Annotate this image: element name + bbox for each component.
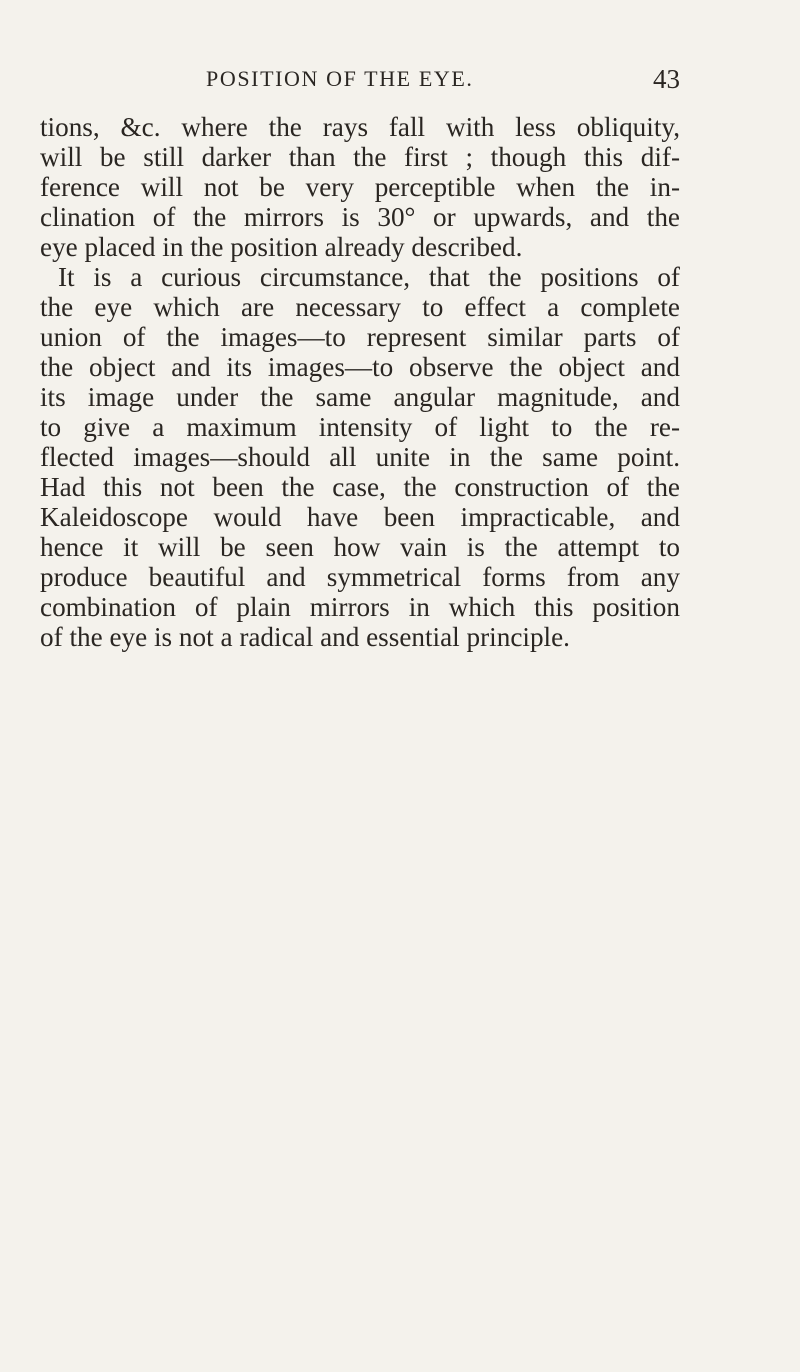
text-line: the eye which are necessary to effect a complete [40,292,680,322]
running-head [206,66,680,102]
text-line: produce beautiful and symmetrical forms from any [40,562,680,592]
text-line: union of the images—to represent similar parts of [40,322,680,352]
text-line: of the eye is not a radical and essential principle. [40,622,570,652]
running-title: POSITION OF THE EYE. [206,66,474,91]
text-line: the object and its images—to observe the object and [40,352,680,382]
text-line: ference will not be very perceptible when the in- [40,172,680,202]
text-line: will be still darker than the first ; though this dif- [40,142,680,172]
text-line: Had this not been the case, the construction of the [40,472,680,502]
page-number: 43 [653,64,680,94]
text-line: Kaleidoscope would have been impracticable, and [40,502,680,532]
text-line: eye placed in the position already described. [40,232,523,262]
text-line: to give a maximum intensity of light to the re- [40,412,680,442]
text-line: clination of the mirrors is 30° or upwards, and the [40,202,680,232]
body-text [40,112,680,652]
text-line: its image under the same angular magnitude, and [40,382,680,412]
text-line: tions, &c. where the rays fall with less obliquity, [40,112,680,142]
text-line: hence it will be seen how vain is the attempt to [40,532,680,562]
text-line: flected images—should all unite in the same point. [40,442,680,472]
text-line: It is a curious circumstance, that the positions of [58,262,680,292]
text-line: combination of plain mirrors in which this position [40,592,680,622]
